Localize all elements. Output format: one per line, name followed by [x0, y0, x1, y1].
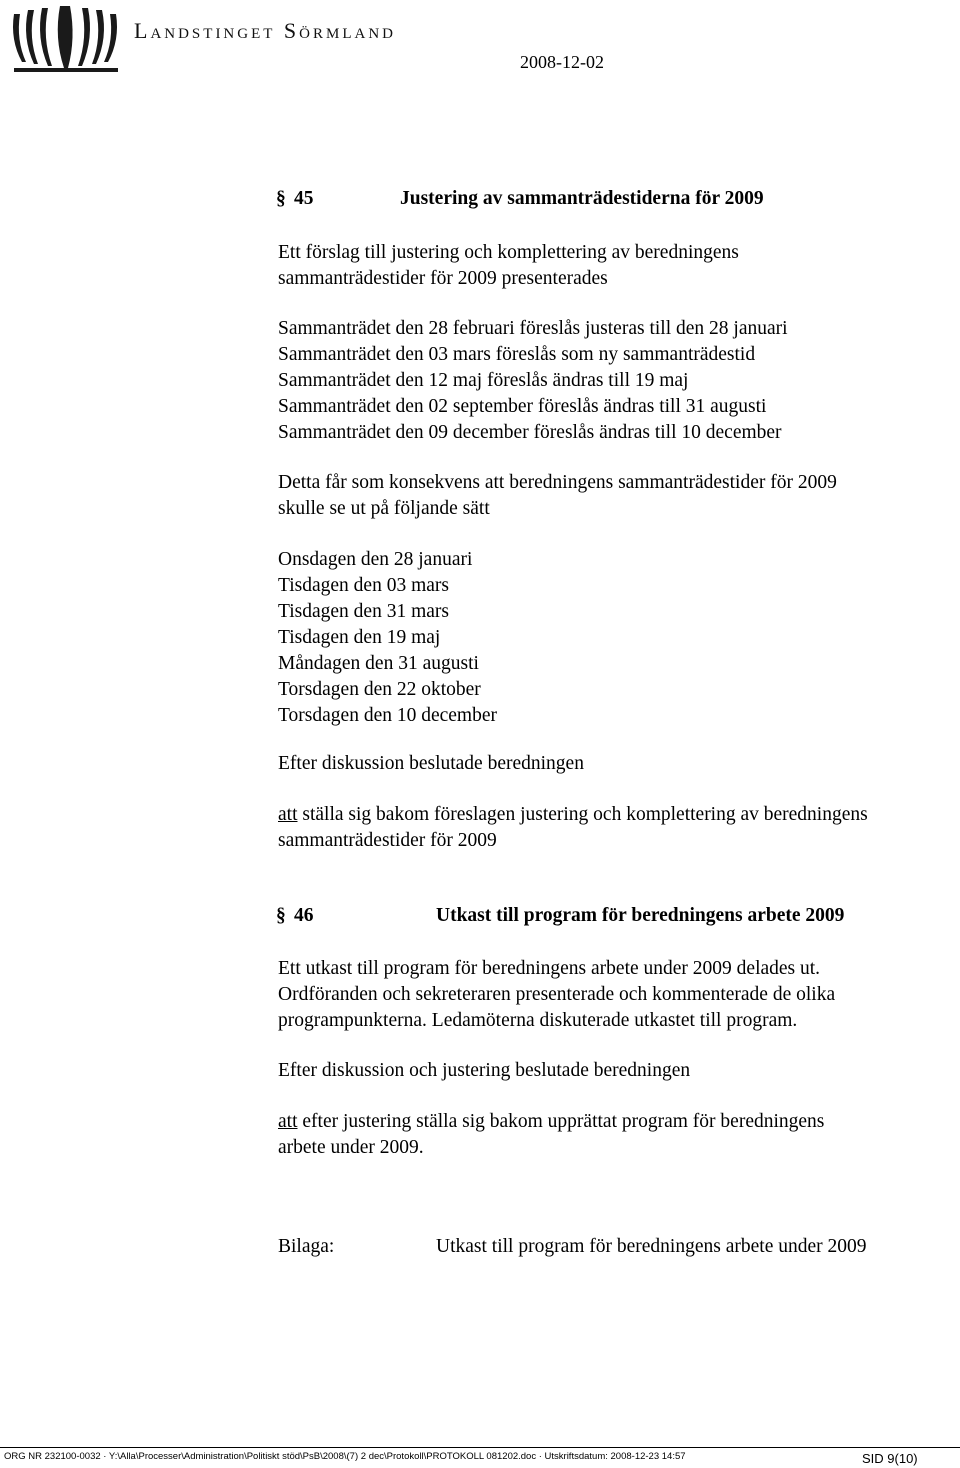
list-item: Sammanträdet den 12 maj föreslås ändras till 19 maj: [278, 370, 689, 391]
list-item: Sammanträdet den 28 februari föreslås justeras till den 28 januari: [278, 318, 788, 339]
att-keyword: att: [278, 804, 298, 825]
paragraph-line: [278, 802, 868, 828]
section-45-intro: [278, 240, 739, 292]
footer-divider: [0, 1447, 960, 1448]
paragraph-line: programpunkterna. Ledamöterna diskuterade utkastet till program.: [278, 1010, 798, 1031]
list-item: Sammanträdet den 02 september föreslås ändras till 31 augusti: [278, 396, 767, 417]
section-number: 45: [294, 188, 314, 209]
decision-intro: Efter diskussion beslutade beredningen: [278, 753, 584, 774]
list-item: Tisdagen den 19 maj: [278, 627, 441, 648]
paragraph-line: Ett utkast till program för beredningens arbete under 2009 delades ut.: [278, 958, 821, 979]
paragraph-line: skulle se ut på följande sätt: [278, 498, 490, 519]
decision-text: [278, 1109, 824, 1161]
paragraph-line: sammanträdestider för 2009: [278, 830, 497, 851]
paragraph-line: arbete under 2009.: [278, 1137, 424, 1158]
paragraph-line: sammanträdestider för 2009 presenterades: [278, 268, 608, 289]
section-number: 46: [294, 905, 314, 926]
paragraph-line: Ett förslag till justering och komplettering av beredningens: [278, 242, 739, 263]
document-date: 2008-12-02: [520, 52, 604, 72]
list-item: Torsdagen den 10 december: [278, 705, 498, 726]
section-45-heading: [276, 188, 764, 210]
list-item: Torsdagen den 22 oktober: [278, 679, 481, 700]
list-item: Sammanträdet den 09 december föreslås ändras till 10 december: [278, 422, 782, 443]
attachment-label: Bilaga:: [278, 1236, 335, 1257]
list-item: Sammanträdet den 03 mars föreslås som ny sammanträdestid: [278, 344, 756, 365]
decision-line-1: ställa sig bakom föreslagen justering och komplettering av beredningens: [297, 804, 868, 825]
meeting-changes-list: [278, 316, 788, 446]
decision-line-1: efter justering ställa sig bakom upprättat program för beredningens: [297, 1111, 825, 1132]
paragraph-line: [278, 1109, 824, 1135]
section-46-body: [278, 956, 835, 1034]
section-title: Utkast till program för beredningens arbete 2009: [436, 905, 845, 926]
paragraph-sign: §: [276, 188, 286, 209]
list-item: Tisdagen den 03 mars: [278, 575, 449, 596]
paragraph-sign: §: [276, 905, 286, 926]
attachment-text: Utkast till program för beredningens arbete under 2009: [436, 1236, 867, 1257]
decision-text: [278, 802, 868, 854]
list-item: Onsdagen den 28 januari: [278, 549, 473, 570]
list-item: Måndagen den 31 augusti: [278, 653, 479, 674]
decision-intro: Efter diskussion och justering beslutade beredningen: [278, 1060, 691, 1081]
organization-name: Landstinget Sörmland: [134, 18, 396, 43]
section-title: Justering av sammanträdestiderna för 2009: [400, 188, 764, 209]
list-item: Tisdagen den 31 mars: [278, 601, 449, 622]
meeting-dates-list: [278, 547, 497, 729]
landstinget-logo-icon: [6, 4, 124, 76]
footer-info: ORG NR 232100-0032 · Y:\Alla\Processer\Administration\Politiskt stöd\PsB\2008\(7) 2 dec\Protokoll\PROTOKOLL 081202.doc · Utskriftsdatum: 2008-12-23 14:57: [4, 1451, 686, 1462]
page-number: SID 9(10): [862, 1451, 918, 1466]
paragraph-line: Ordföranden och sekreteraren presenterade och kommenterade de olika: [278, 984, 836, 1005]
paragraph-line: Detta får som konsekvens att beredningens sammanträdestider för 2009: [278, 472, 837, 493]
section-46-heading: [276, 905, 845, 927]
consequence-paragraph: [278, 470, 837, 522]
att-keyword: att: [278, 1111, 298, 1132]
